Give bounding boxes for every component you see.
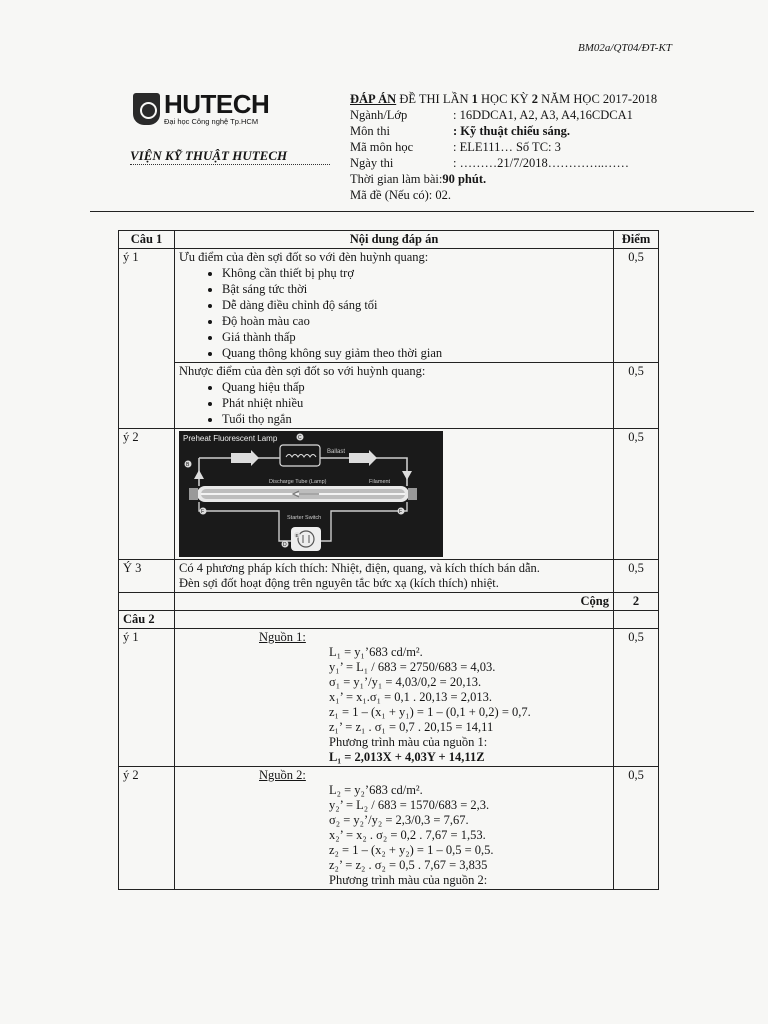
row-label: Ý 3 <box>119 560 175 593</box>
total-label: Cộng <box>175 593 614 611</box>
svg-text:E: E <box>295 533 299 538</box>
row-content: Nguồn 2: L₂ = y₂’683 cd/m². y₂’ = L₂ / 683 = 1570/683 = 2,3. σ₂ = y₂’/y₂ = 2,3/0,3 = 7,67. x₂’ = x₂ . σ₂ = 0,2 . 7,67 = 1,53. z₂ = 1 – (x₂ + y₂) = 1 – 0,5 = 0,5. z₂’ = z₂ . σ₂ = 0,5 . 7,67 = 3,835 Phương trình màu của nguồn 2: <box>175 767 614 890</box>
row-score: 0,5 <box>614 429 659 560</box>
starter-label: Starter Switch <box>287 515 322 521</box>
logo-name: HUTECH <box>164 89 270 119</box>
row-label: ý 2 <box>119 767 175 890</box>
logo-subtitle: Đại học Công nghệ Tp.HCM <box>164 117 259 126</box>
meta-class: Ngành/Lớp : 16DDCA1, A2, A3, A4,16CDCA1 <box>350 108 633 122</box>
row-content <box>175 429 614 560</box>
diagram-title: Preheat Fluorescent Lamp <box>183 434 278 443</box>
meta-version: Mã đề (Nếu có) : 02. <box>350 188 452 202</box>
disadvantages-list <box>179 379 609 427</box>
list-item: • Bật sáng tức thời <box>222 281 609 297</box>
list-item: • Dễ dàng điều chỉnh độ sáng tối <box>222 297 609 313</box>
hutech-logo <box>133 89 283 133</box>
total-row <box>119 593 659 611</box>
list-item: • Giá thành thấp <box>222 329 609 345</box>
svg-text:C: C <box>298 435 302 442</box>
row-score: 0,5 <box>614 560 659 593</box>
section-row <box>119 611 659 629</box>
advantages-list <box>179 265 609 361</box>
meta-subject: Môn thi : Kỹ thuật chiếu sáng. <box>350 124 571 138</box>
list-item: • Quang thông không suy giảm theo thời gian <box>222 345 609 361</box>
row-score: 0,5 <box>614 629 659 767</box>
table-row <box>119 363 659 429</box>
table-row <box>119 560 659 593</box>
row-score: 0,5 <box>614 767 659 890</box>
row-content: Nguồn 1: L₁ = y₁’683 cd/m². y₁’ = L₁ / 683 = 2750/683 = 4,03. σ₁ = y₁’/y₁ = 4,03/0,2 = 20,13. x₁’ = x₁.σ₁ = 0,1 . 20,13 = 2,013. z₁ = 1 – (x₁ + y₁) = 1 – (0,1 + 0,2) = 0,7. z₁’ = z₁ . σ₁ = 0,7 . 20,15 = 14,11 Phương trình màu của nguồn 1: L₁ = 2,013X + 4,03Y + 14,11Z <box>175 629 614 767</box>
row-score: 0,5 <box>614 363 659 429</box>
meta-duration: Thời gian làm bài: 90 phút. <box>350 172 487 186</box>
color-equation: L₁ = 2,013X + 4,03Y + 14,11Z <box>329 750 485 764</box>
shield-icon <box>133 93 160 125</box>
table-row <box>119 249 659 363</box>
list-item: • Tuổi thọ ngắn <box>222 411 609 427</box>
tube-label: Discharge Tube (Lamp) <box>269 479 327 485</box>
filament-label: Filament <box>369 479 391 485</box>
source-heading: Nguồn 2: <box>259 768 306 782</box>
exam-title: ĐÁP ÁN ĐỀ THI LẦN 1 HỌC KỲ 2 NĂM HỌC 2017-2018 <box>350 92 658 106</box>
meta-code: Mã môn học : ELE111… Số TC: 3 <box>350 140 561 154</box>
ballast-label: Ballast <box>327 449 346 455</box>
source-heading: Nguồn 1: <box>259 630 306 644</box>
total-score: 2 <box>614 593 659 611</box>
signature-line <box>130 164 330 165</box>
row-content: Có 4 phương pháp kích thích: Nhiệt, điện, quang, và kích thích bán dẫn. Đèn sợi đốt hoạt động trên nguyên tắc bức xạ (kích thích) nhiệt. <box>175 560 614 593</box>
form-code: BM02a/QT04/ĐT-KT <box>578 42 672 54</box>
exam-info <box>350 91 657 203</box>
row-content: Nhược điểm của đèn sợi đốt so với huỳnh quang: • Quang hiệu thấp • Phát nhiệt nhiều • Tuổi thọ ngắn <box>175 363 614 429</box>
table-header <box>119 231 659 249</box>
table-row <box>119 429 659 560</box>
answer-table <box>118 230 659 890</box>
row-label: ý 1 <box>119 629 175 767</box>
header-question: Câu 1 <box>119 231 175 249</box>
row-score: 0,5 <box>614 249 659 363</box>
header-content: Nội dung đáp án <box>175 231 614 249</box>
row-label: ý 2 <box>119 429 175 560</box>
list-item: • Quang hiệu thấp <box>222 379 609 395</box>
svg-text:F: F <box>201 509 205 516</box>
list-item: • Không cần thiết bị phụ trợ <box>222 265 609 281</box>
list-item: • Độ hoàn màu cao <box>222 313 609 329</box>
svg-text:B: B <box>186 462 190 469</box>
row-label: ý 1 <box>119 249 175 429</box>
table-row <box>119 629 659 767</box>
table-row <box>119 767 659 890</box>
svg-text:F: F <box>399 509 403 516</box>
row-content: Ưu điểm của đèn sợi đốt so với đèn huỳnh quang: • Không cần thiết bị phụ trợ • Bật sáng tức thời • Dễ dàng điều chỉnh độ sáng tối • Độ hoàn màu cao • Giá thành thấp • Quang thông không suy giảm theo thời gian <box>175 249 614 363</box>
header-score: Điểm <box>614 231 659 249</box>
question-2-label: Câu 2 <box>119 611 175 629</box>
meta-date: Ngày thi : ………21/7/2018…………..…… <box>350 156 630 170</box>
preheat-lamp-diagram <box>179 431 443 557</box>
svg-text:D: D <box>283 542 287 549</box>
header-divider <box>90 211 754 212</box>
institute-name: VIỆN KỸ THUẬT HUTECH <box>130 148 288 163</box>
list-item: • Phát nhiệt nhiều <box>222 395 609 411</box>
